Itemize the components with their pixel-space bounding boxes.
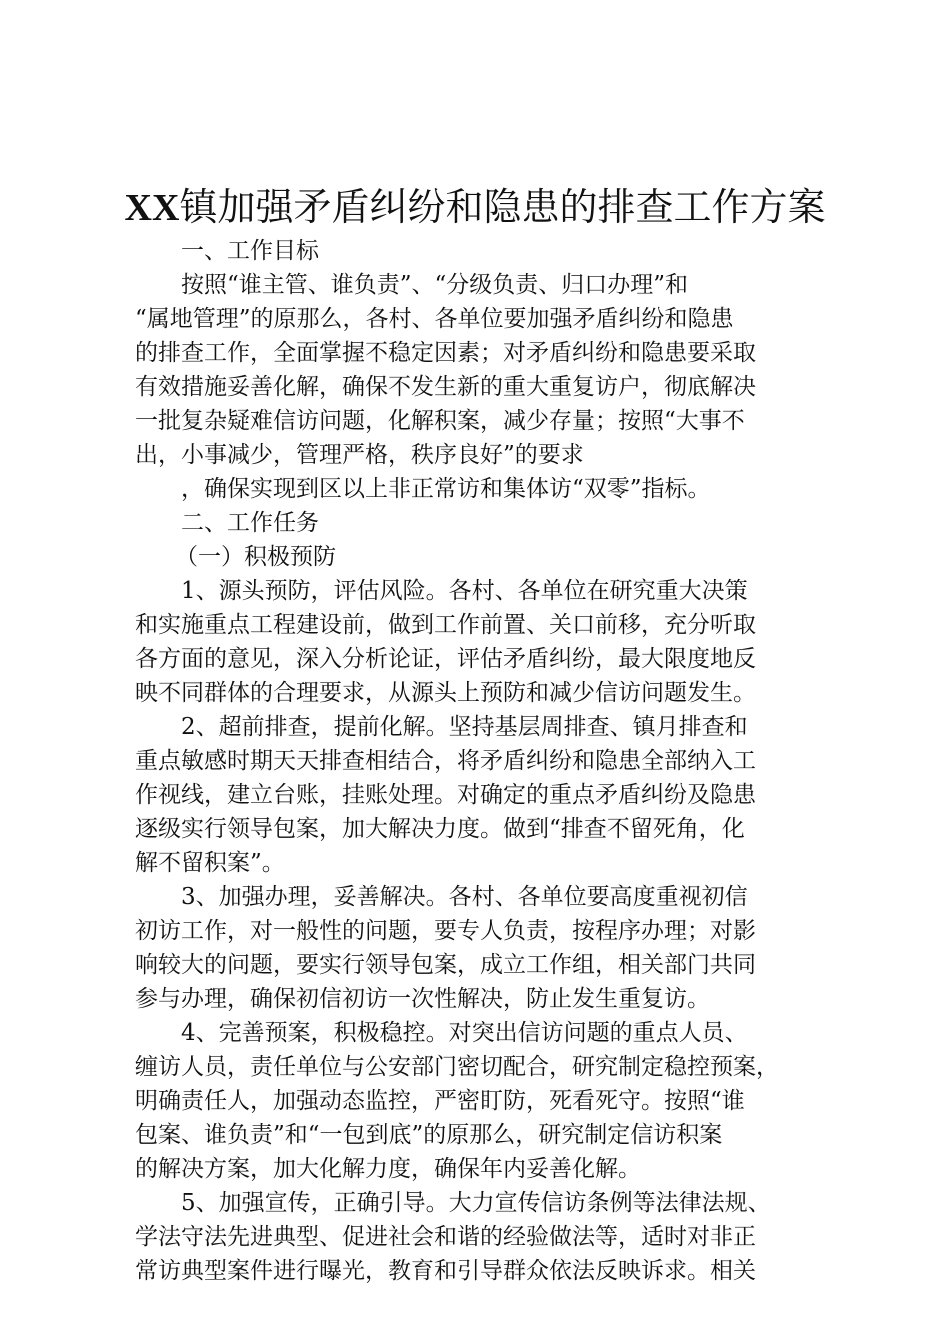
body-text-line: “属地管理”的原那么，各村、各单位要加强矛盾纠纷和隐患 bbox=[135, 306, 734, 332]
body-text-line: 包案、谁负责”和“一包到底”的原那么，研究制定信访积案 bbox=[135, 1122, 723, 1148]
body-text-line: 5、加强宣传，正确引导。大力宣传信访条例等法律法规、 bbox=[181, 1190, 771, 1216]
body-text-line: 缠访人员，责任单位与公安部门密切配合，研究制定稳控预案， bbox=[135, 1054, 779, 1080]
document-title bbox=[0, 182, 950, 233]
document-body bbox=[135, 234, 825, 1288]
body-text-line: 的解决方案，加大化解力度，确保年内妥善化解。 bbox=[135, 1156, 641, 1182]
body-text-line: 映不同群体的合理要求，从源头上预防和减少信访问题发生。 bbox=[135, 680, 756, 706]
body-text-line: ，确保实现到区以上非正常访和集体访“双零”指标。 bbox=[181, 476, 711, 502]
body-text-line: 二、工作任务 bbox=[181, 510, 319, 536]
body-text-line: 作视线，建立台账，挂账处理。对确定的重点矛盾纠纷及隐患 bbox=[135, 782, 756, 808]
body-text-line: 1、源头预防，评估风险。各村、各单位在研究重大决策 bbox=[181, 578, 748, 604]
body-text-line: 一批复杂疑难信访问题，化解积案，减少存量；按照“大事不 bbox=[135, 408, 745, 434]
body-text-line: 一、工作目标 bbox=[181, 238, 319, 264]
body-text-line: 3、加强办理，妥善解决。各村、各单位要高度重视初信 bbox=[181, 884, 748, 910]
body-text-line: 参与办理，确保初信初访一次性解决，防止发生重复访。 bbox=[135, 986, 710, 1012]
body-text-line: 初访工作，对一般性的问题，要专人负责，按程序办理；对影 bbox=[135, 918, 756, 944]
body-text-line: 出，小事减少，管理严格，秩序良好”的要求 bbox=[135, 442, 584, 468]
body-text-line: 学法守法先进典型、促进社会和谐的经验做法等，适时对非正 bbox=[135, 1224, 756, 1250]
body-text-line: 响较大的问题，要实行领导包案，成立工作组，相关部门共同 bbox=[135, 952, 756, 978]
title-prefix: XX bbox=[124, 187, 180, 229]
body-text-line: 的排查工作，全面掌握不稳定因素；对矛盾纠纷和隐患要采取 bbox=[135, 340, 756, 366]
body-text-line: 逐级实行领导包案，加大解决力度。做到“排查不留死角，化 bbox=[135, 816, 745, 842]
body-text-line: 2、超前排查，提前化解。坚持基层周排查、镇月排查和 bbox=[181, 714, 748, 740]
body-text-line: 明确责任人，加强动态监控，严密盯防，死看死守。按照“谁 bbox=[135, 1088, 745, 1114]
body-text-line: 有效措施妥善化解，确保不发生新的重大重复访户，彻底解决 bbox=[135, 374, 756, 400]
body-text-line: 解不留积案”。 bbox=[135, 850, 285, 876]
body-text-line: 常访典型案件进行曝光，教育和引导群众依法反映诉求。相关 bbox=[135, 1258, 756, 1284]
body-text-line: 重点敏感时期天天排查相结合，将矛盾纠纷和隐患全部纳入工 bbox=[135, 748, 756, 774]
body-text-line: 各方面的意见，深入分析论证，评估矛盾纠纷，最大限度地反 bbox=[135, 646, 756, 672]
body-text-line: 和实施重点工程建设前，做到工作前置、关口前移，充分听取 bbox=[135, 612, 756, 638]
body-text-line: （一）积极预防 bbox=[175, 544, 336, 570]
title-text: 镇加强矛盾纠纷和隐患的排查工作方案 bbox=[179, 185, 826, 229]
body-text-line: 按照“谁主管、谁负责”、“分级负责、归口办理”和 bbox=[181, 272, 689, 298]
body-text-line: 4、完善预案，积极稳控。对突出信访问题的重点人员、 bbox=[181, 1020, 748, 1046]
